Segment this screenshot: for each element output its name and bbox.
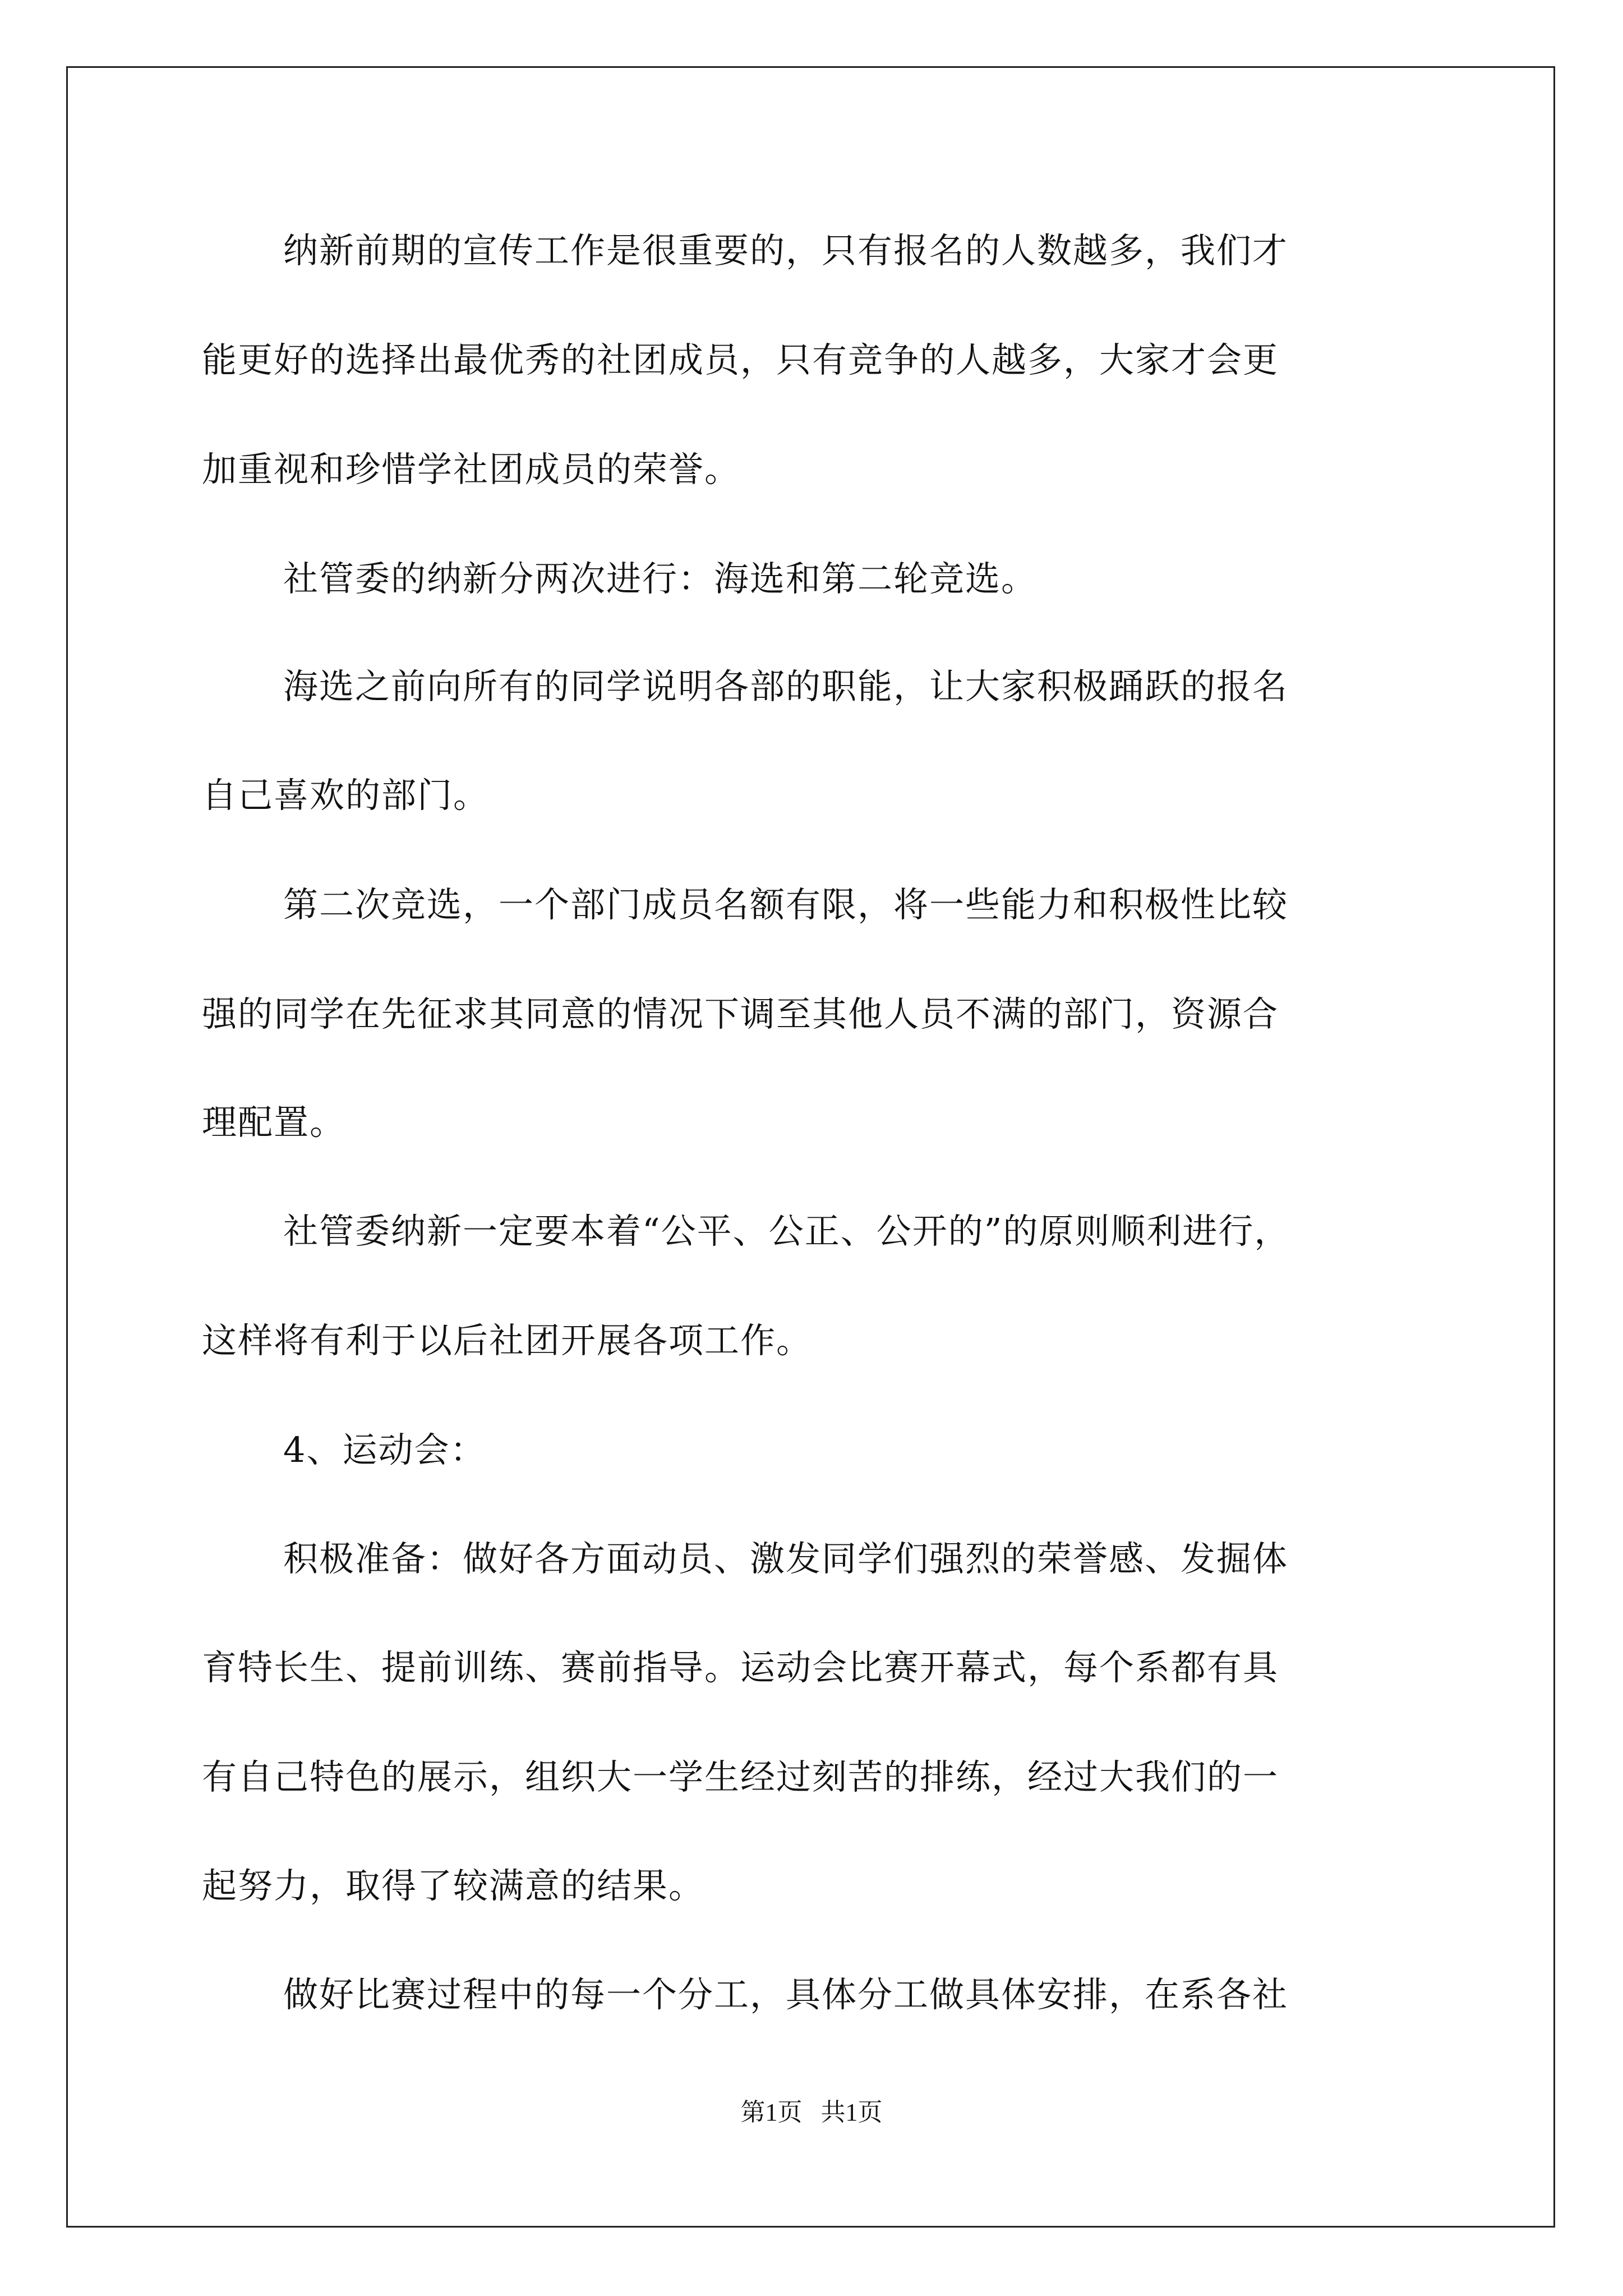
text-line: 加重视和珍惜学社团成员的荣誉。	[202, 449, 741, 490]
text-line: 这样将有利于以后社团开展各项工作。	[202, 1320, 813, 1361]
text-line: 起努力，取得了较满意的结果。	[202, 1865, 705, 1906]
text-line: 社管委纳新一定要本着“公平、公正、公开的”的原则顺利进行，	[283, 1211, 1290, 1251]
text-line: 自己喜欢的部门。	[202, 775, 490, 816]
text-line: 做好比赛过程中的每一个分工，具体分工做具体安排，在系各社	[283, 1974, 1289, 2015]
text-line: 4、运动会：	[283, 1429, 486, 1470]
text-line: 第二次竞选，一个部门成员名额有限，将一些能力和积极性比较	[283, 884, 1289, 925]
text-line: 理配置。	[202, 1102, 346, 1143]
text-line: 强的同学在先征求其同意的情况下调至其他人员不满的部门，资源合	[202, 993, 1279, 1034]
text-line: 有自己特色的展示，组织大一学生经过刻苦的排练，经过大我们的一	[202, 1756, 1279, 1797]
text-line: 育特长生、提前训练、赛前指导。运动会比赛开幕式，每个系都有具	[202, 1647, 1279, 1688]
text-line: 能更好的选择出最优秀的社团成员，只有竞争的人越多，大家才会更	[202, 339, 1279, 380]
text-line: 纳新前期的宣传工作是很重要的，只有报名的人数越多，我们才	[283, 230, 1289, 271]
text-line: 社管委的纳新分两次进行：海选和第二轮竞选。	[283, 558, 1038, 599]
text-line: 海选之前向所有的同学说明各部的职能，让大家积极踊跃的报名	[283, 666, 1289, 707]
text-line: 积极准备：做好各方面动员、激发同学们强烈的荣誉感、发掘体	[283, 1538, 1289, 1579]
page-number-footer: 第1页 共1页	[740, 2099, 883, 2126]
